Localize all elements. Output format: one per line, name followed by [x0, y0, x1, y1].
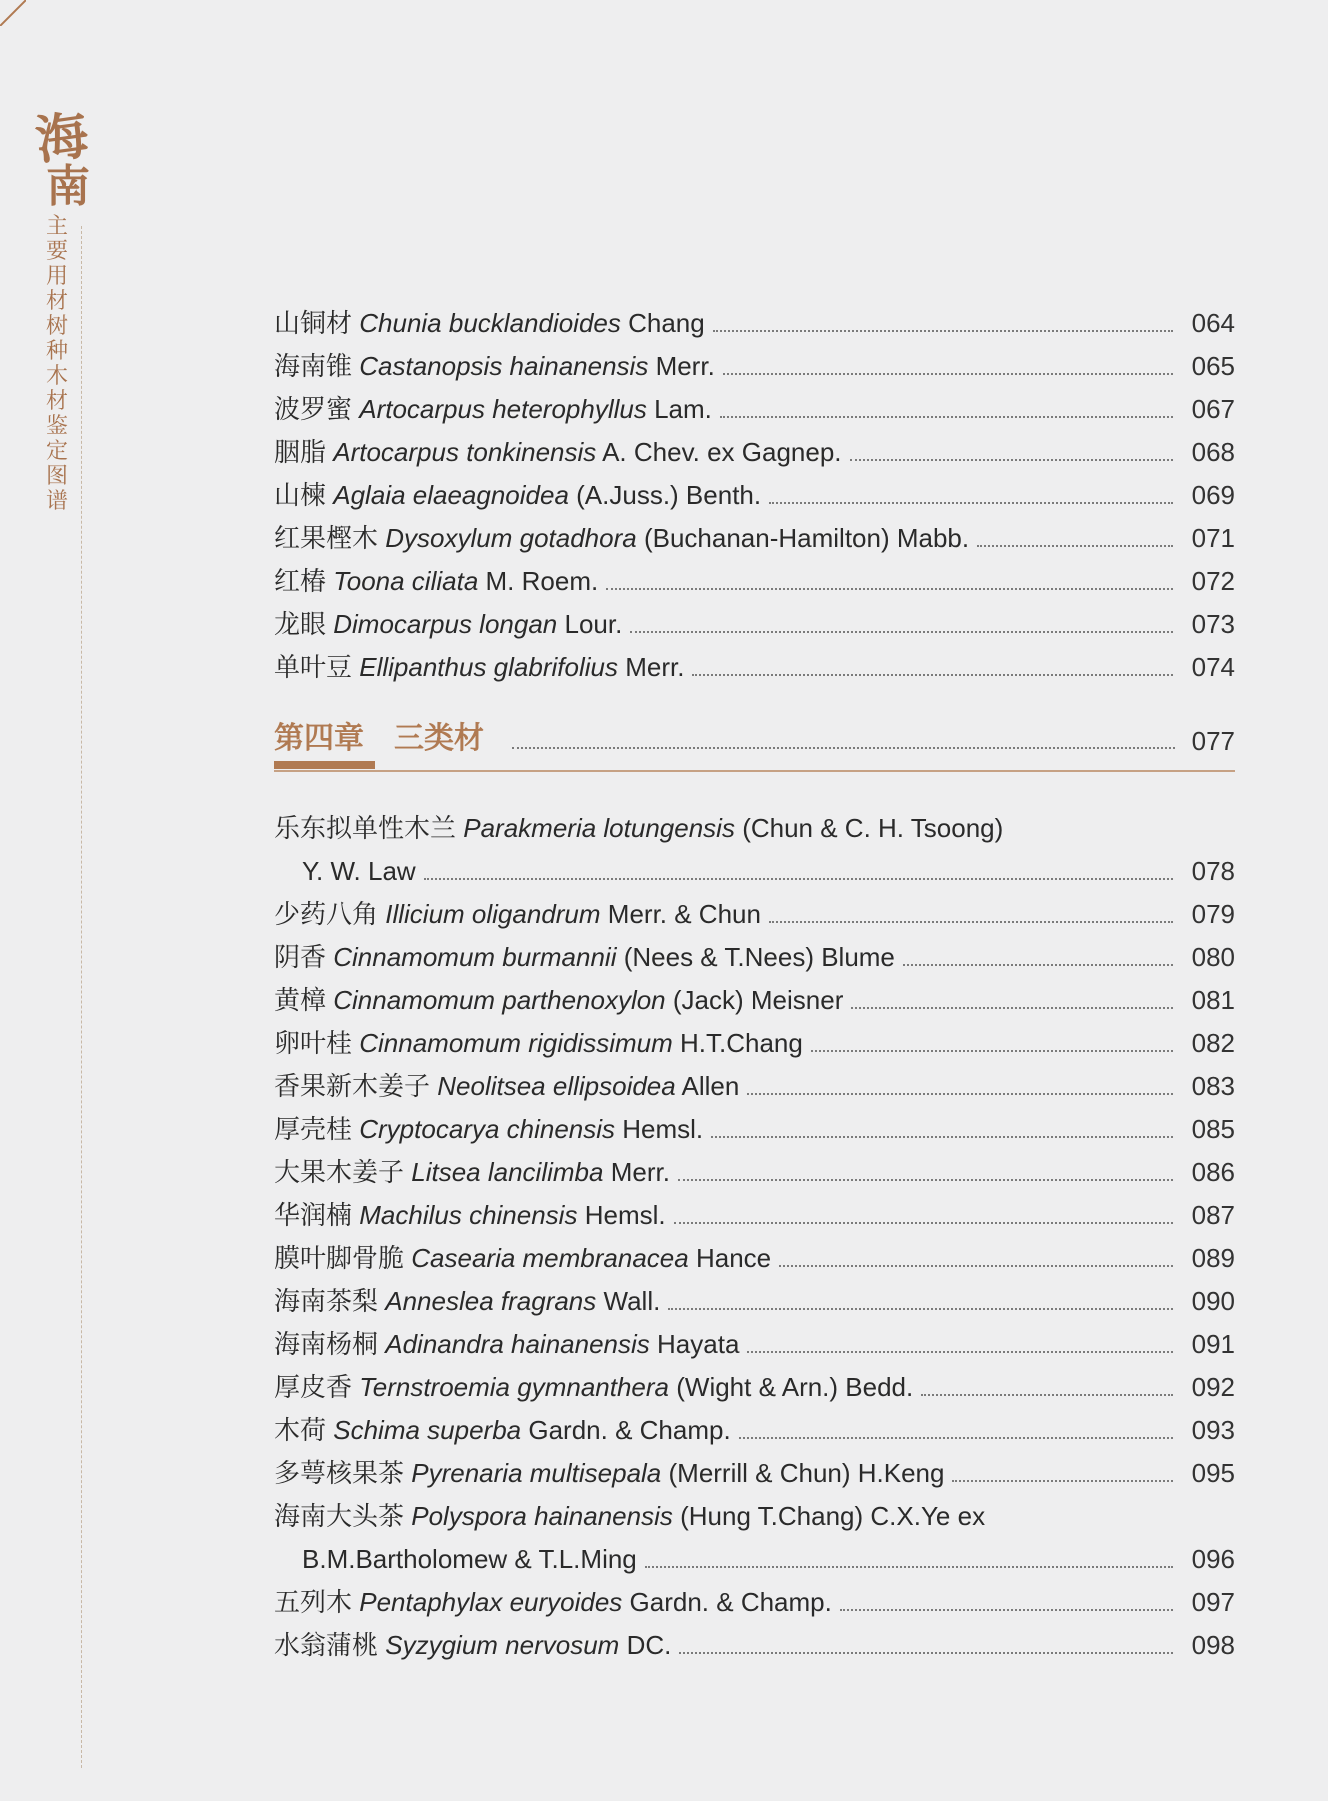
toc-entry-text	[274, 1151, 670, 1194]
chapter-heading[interactable]	[274, 717, 1235, 765]
toc-page-number: 073	[1191, 609, 1235, 639]
species-scientific-name: Cryptocarya chinensis	[359, 1114, 616, 1144]
species-chinese-name: 香果新木姜子	[274, 1071, 431, 1101]
species-chinese-name: 海南锥	[274, 351, 353, 381]
toc-leader-dots	[692, 631, 1173, 676]
species-chinese-name: 山铜材	[274, 308, 353, 338]
species-scientific-name: Machilus chinensis	[359, 1200, 578, 1230]
toc-entry-text	[274, 979, 843, 1022]
toc-leader-dots	[720, 373, 1173, 418]
toc-page-number: 097	[1191, 1587, 1235, 1617]
species-authority: Gardn. & Champ.	[629, 1587, 832, 1617]
toc-entry-text	[274, 646, 684, 689]
species-scientific-name: Neolitsea ellipsoidea	[437, 1071, 676, 1101]
chapter-underline-accent	[274, 761, 375, 769]
species-authority: DC.	[626, 1630, 672, 1660]
toc-entry-text	[274, 1280, 660, 1323]
toc-leader-dots	[977, 502, 1173, 547]
toc-entry-text	[274, 474, 761, 517]
chapter-label	[274, 715, 484, 763]
toc-leader-dots	[769, 878, 1173, 923]
toc-entry-text	[274, 1624, 671, 1667]
species-chinese-name: 水翁蒲桃	[274, 1630, 379, 1660]
species-chinese-name: 华润楠	[274, 1200, 353, 1230]
species-authority: Wall.	[603, 1286, 661, 1316]
toc-entry-text	[274, 936, 895, 979]
species-authority: (Wight & Arn.) Bedd.	[676, 1372, 914, 1402]
species-chinese-name: 厚壳桂	[274, 1114, 353, 1144]
toc-leader-dots	[903, 921, 1173, 966]
toc-page-number: 079	[1191, 899, 1235, 929]
species-scientific-name: Syzygium nervosum	[385, 1630, 620, 1660]
toc-page-number: 072	[1191, 566, 1235, 596]
species-authority: (Jack) Meisner	[672, 985, 844, 1015]
toc-page-number: 086	[1191, 1157, 1235, 1187]
chapter-rule	[274, 770, 1235, 772]
toc-leader-dots	[769, 459, 1173, 504]
toc-entry-text	[274, 1409, 731, 1452]
species-authority: Hemsl.	[622, 1114, 704, 1144]
species-scientific-name: Chunia bucklandioides	[359, 308, 621, 338]
toc-page-number: 069	[1191, 480, 1235, 510]
species-chinese-name: 单叶豆	[274, 652, 353, 682]
species-chinese-name: 卵叶桂	[274, 1028, 353, 1058]
toc-page-number: 087	[1191, 1200, 1235, 1230]
species-scientific-name: Parakmeria lotungensis	[463, 813, 735, 843]
toc-entry-text	[274, 893, 761, 936]
species-authority: (Chun & C. H. Tsoong)	[742, 813, 1004, 843]
species-authority: Allen	[681, 1071, 740, 1101]
toc-entry-text	[274, 560, 598, 603]
toc-leader-dots	[840, 1566, 1173, 1611]
toc-entry-text	[274, 1323, 739, 1366]
toc-page-number: 095	[1191, 1458, 1235, 1488]
toc-entry-text	[274, 302, 705, 345]
species-chinese-name: 海南茶梨	[274, 1286, 379, 1316]
toc-leader-dots	[645, 1523, 1173, 1568]
species-authority: Gardn. & Champ.	[528, 1415, 731, 1445]
species-authority: A. Chev. ex Gagnep.	[602, 437, 842, 467]
species-scientific-name: Artocarpus heterophyllus	[359, 394, 647, 424]
toc-page-number: 068	[1191, 437, 1235, 467]
toc-leader-dots	[679, 1609, 1173, 1654]
species-chinese-name: 厚皮香	[274, 1372, 353, 1402]
chapter-leader-dots	[512, 699, 1175, 749]
toc-entry[interactable]	[274, 646, 1235, 689]
species-authority: (Buchanan-Hamilton) Mabb.	[643, 523, 970, 553]
species-chinese-name: 海南大头茶	[274, 1501, 405, 1531]
species-scientific-name: Aglaia elaeagnoidea	[333, 480, 569, 510]
species-authority: B.M.Bartholomew & T.L.Ming	[302, 1544, 637, 1574]
toc-leader-dots	[779, 1222, 1173, 1267]
species-scientific-name: Dysoxylum gotadhora	[385, 523, 637, 553]
species-scientific-name: Toona ciliata	[333, 566, 479, 596]
species-chinese-name: 少药八角	[274, 899, 379, 929]
species-authority: Hance	[695, 1243, 772, 1273]
logo-char-hai: 海	[31, 104, 92, 173]
toc-entry[interactable]	[274, 1452, 1235, 1495]
species-authority: (A.Juss.) Benth.	[576, 480, 762, 510]
toc-page-number: 078	[1191, 856, 1235, 886]
species-scientific-name: Castanopsis hainanensis	[359, 351, 649, 381]
species-authority: Lour.	[564, 609, 623, 639]
toc-page-number: 096	[1191, 1544, 1235, 1574]
species-scientific-name: Ternstroemia gymnanthera	[359, 1372, 670, 1402]
toc-entry-text	[274, 1022, 803, 1065]
species-chinese-name: 胭脂	[274, 437, 327, 467]
toc-entry-text	[274, 345, 715, 388]
toc-entry-text	[274, 431, 842, 474]
toc-page-number: 089	[1191, 1243, 1235, 1273]
species-chinese-name: 多萼核果茶	[274, 1458, 405, 1488]
toc-leader-dots	[711, 1093, 1173, 1138]
species-authority: H.T.Chang	[680, 1028, 803, 1058]
toc-entry-text	[302, 850, 416, 893]
species-chinese-name: 大果木姜子	[274, 1157, 405, 1187]
species-chinese-name: 五列木	[274, 1587, 353, 1617]
toc-leader-dots	[811, 1007, 1173, 1052]
species-scientific-name: Cinnamomum rigidissimum	[359, 1028, 673, 1058]
toc-leader-dots	[851, 964, 1173, 1009]
toc-section-2	[274, 807, 1235, 1667]
species-chinese-name: 山楝	[274, 480, 327, 510]
species-authority: Hemsl.	[584, 1200, 666, 1230]
toc-page-number: 083	[1191, 1071, 1235, 1101]
species-scientific-name: Pyrenaria multisepala	[411, 1458, 662, 1488]
chapter-page-number: 077	[1191, 726, 1235, 756]
book-title-logo	[31, 104, 98, 212]
species-scientific-name: Cinnamomum parthenoxylon	[333, 985, 666, 1015]
species-authority: Lam.	[654, 394, 712, 424]
species-chinese-name: 龙眼	[274, 609, 327, 639]
chapter-title: 三类材	[394, 721, 484, 756]
toc-leader-dots	[606, 545, 1173, 590]
toc-page-number: 080	[1191, 942, 1235, 972]
species-scientific-name: Pentaphylax euryoides	[359, 1587, 623, 1617]
species-authority: Y. W. Law	[302, 856, 416, 886]
toc-leader-dots	[713, 287, 1173, 332]
toc-entry-text	[274, 1194, 666, 1237]
species-authority: Chang	[628, 308, 705, 338]
species-authority: Merr.	[610, 1157, 670, 1187]
toc-page-number: 064	[1191, 308, 1235, 338]
toc-entry-text	[274, 1452, 944, 1495]
toc-page-number: 071	[1191, 523, 1235, 553]
species-scientific-name: Anneslea fragrans	[385, 1286, 597, 1316]
species-chinese-name: 乐东拟单性木兰	[274, 813, 457, 843]
toc-entry-text	[274, 1108, 703, 1151]
toc-leader-dots	[952, 1437, 1173, 1482]
toc-page-number: 092	[1191, 1372, 1235, 1402]
toc-entry[interactable]	[274, 1624, 1235, 1667]
toc-leader-dots	[630, 588, 1173, 633]
toc-leader-dots	[747, 1308, 1173, 1353]
species-authority: M. Roem.	[485, 566, 599, 596]
toc-leader-dots	[674, 1179, 1173, 1224]
species-scientific-name: Litsea lancilimba	[411, 1157, 604, 1187]
toc-leader-dots	[668, 1265, 1173, 1310]
toc-page-number: 090	[1191, 1286, 1235, 1316]
toc-leader-dots	[424, 835, 1173, 880]
species-scientific-name: Cinnamomum burmannii	[333, 942, 617, 972]
table-of-contents	[274, 302, 1235, 1667]
species-chinese-name: 膜叶脚骨脆	[274, 1243, 405, 1273]
book-subtitle-vertical: 主 要 用 材 树 种 木 材 鉴 定 图 谱	[45, 214, 68, 514]
species-chinese-name: 黄樟	[274, 985, 327, 1015]
species-authority: Merr. & Chun	[607, 899, 761, 929]
toc-leader-dots	[723, 330, 1173, 375]
species-authority: Merr.	[625, 652, 685, 682]
species-scientific-name: Artocarpus tonkinensis	[333, 437, 597, 467]
toc-entry-text	[274, 603, 622, 646]
toc-page-number: 074	[1191, 652, 1235, 682]
toc-page-number: 082	[1191, 1028, 1235, 1058]
toc-leader-dots	[921, 1351, 1173, 1396]
logo-char-nan: 南	[46, 161, 90, 212]
species-scientific-name: Schima superba	[333, 1415, 522, 1445]
species-scientific-name: Polyspora hainanensis	[411, 1501, 673, 1531]
page-corner-mark	[0, 0, 26, 26]
toc-page-number: 081	[1191, 985, 1235, 1015]
species-authority: (Merrill & Chun) H.Keng	[668, 1458, 945, 1488]
species-chinese-name: 木荷	[274, 1415, 327, 1445]
toc-page-number: 085	[1191, 1114, 1235, 1144]
species-authority: Merr.	[655, 351, 715, 381]
chapter-number: 第四章	[274, 721, 364, 756]
species-chinese-name: 红果樫木	[274, 523, 379, 553]
species-chinese-name: 海南杨桐	[274, 1329, 379, 1359]
species-scientific-name: Adinandra hainanensis	[385, 1329, 650, 1359]
toc-page-number: 093	[1191, 1415, 1235, 1445]
species-scientific-name: Dimocarpus longan	[333, 609, 558, 639]
species-authority: (Nees & T.Nees) Blume	[623, 942, 895, 972]
species-scientific-name: Illicium oligandrum	[385, 899, 601, 929]
toc-leader-dots	[850, 416, 1173, 461]
species-chinese-name: 波罗蜜	[274, 394, 353, 424]
toc-page-number: 098	[1191, 1630, 1235, 1660]
toc-section-1	[274, 302, 1235, 689]
species-scientific-name: Ellipanthus glabrifolius	[359, 652, 618, 682]
species-authority: (Hung T.Chang) C.X.Ye ex	[680, 1501, 986, 1531]
toc-entry-text	[274, 1065, 739, 1108]
toc-entry-text	[302, 1538, 637, 1581]
toc-page-number: 091	[1191, 1329, 1235, 1359]
species-chinese-name: 阴香	[274, 942, 327, 972]
toc-page-number: 067	[1191, 394, 1235, 424]
species-chinese-name: 红椿	[274, 566, 327, 596]
toc-leader-dots	[747, 1050, 1173, 1095]
toc-leader-dots	[678, 1136, 1173, 1181]
sidebar-divider	[81, 226, 82, 1768]
toc-entry-text	[274, 388, 712, 431]
species-scientific-name: Casearia membranacea	[411, 1243, 689, 1273]
species-authority: Hayata	[657, 1329, 740, 1359]
toc-page-number: 065	[1191, 351, 1235, 381]
toc-leader-dots	[739, 1394, 1173, 1439]
